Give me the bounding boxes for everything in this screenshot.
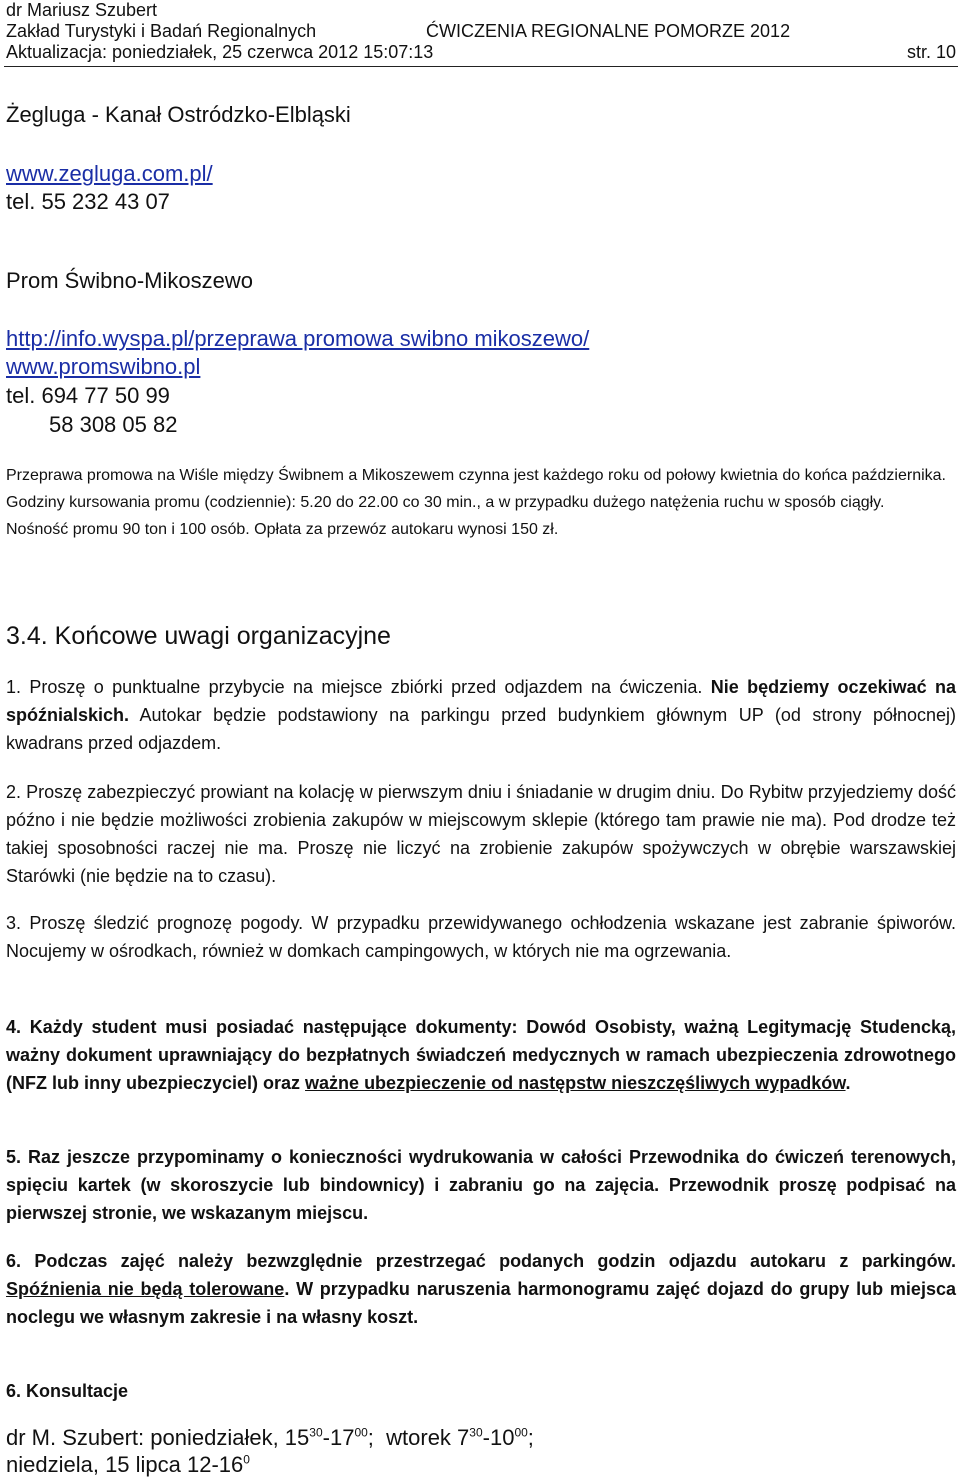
zegluga-tel: tel. 55 232 43 07 <box>6 189 170 214</box>
note-1-text: 1. Proszę o punktualne przybycie na miejsce zbiórki przed odjazdem na ćwiczenia. <box>6 677 711 697</box>
zegluga-title: Żegluga - Kanał Ostródzko-Elbląski <box>6 102 351 127</box>
prom-tel-2: 58 308 05 82 <box>49 412 178 437</box>
note-6-text: 6. Podczas zajęć należy bezwzględnie przestrzegać podanych godzin odjazdu autokaru z parkingów. <box>6 1251 956 1271</box>
consult-text-f: niedziela, 15 lipca 12-16 <box>6 1452 244 1477</box>
prom-title: Prom Świbno-Mikoszewo <box>6 268 253 293</box>
consult-sup-b: 00 <box>354 1425 368 1440</box>
consult-line-1 <box>6 1424 956 1452</box>
page-number: str. 10 <box>906 42 956 62</box>
note-1 <box>6 673 956 757</box>
consult-sup-e: 0 <box>243 1452 250 1467</box>
note-2: 2. Proszę zabezpieczyć prowiant na kolację w pierwszym dniu i śniadanie w drugim dniu. Do Rybitw przyjedziemy dość późno i nie będzie możliwości zrobienia zakupów w miejscowym sklepie (którego tam prawie nie ma). Pod drodze też takiej sposobności raczej nie ma. Proszę nie liczyć na zrobienie zakupów spożywczych w obrębie warszawskiej Starówki (nie będzie na to czasu). <box>6 782 956 886</box>
note-1-rest: Autokar będzie podstawiony na parkingu przed budynkiem głównym UP (od strony północnej) kwadrans przed odjazdem. <box>6 705 956 753</box>
consult-sup-d: 00 <box>514 1425 528 1440</box>
note-1-bold: Nie będziemy oczekiwać na spóźnialskich. <box>6 677 956 725</box>
note-4-text: 4. Każdy student musi posiadać następujące dokumenty: Dowód Osobisty, ważną Legitymację Studencką, ważny dokument uprawniający do bezpłatnych świadczeń medycznych w ramach ubezpieczenia zdrowotnego (NFZ lub inny ubezpieczyciel) oraz <box>6 1017 956 1093</box>
consult-heading <box>6 1377 956 1405</box>
note-4-end: . <box>845 1073 851 1093</box>
zegluga-link[interactable]: www.zegluga.com.pl/ <box>6 161 213 186</box>
section-heading: 3.4. Końcowe uwagi organizacyjne <box>6 622 391 650</box>
consult-sup-c: 30 <box>469 1425 483 1440</box>
consult-text-d: -10 <box>482 1425 515 1450</box>
consult-sup-a: 30 <box>309 1425 323 1440</box>
header-author: dr Mariusz Szubert <box>6 0 158 20</box>
prom-link-www[interactable]: www.promswibno.pl <box>6 354 201 379</box>
note-5-text: 5. Raz jeszcze przypominamy o konieczności wydrukowania w całości Przewodnika do ćwiczeń terenowych, spięciu kartek (w skoroszycie lub bindownicy) i zabraniu go na zajęcia. Przewodnik proszę podpisać na pierwszej stronie, we wskazanym miejscu. <box>6 1147 956 1223</box>
header-divider <box>4 66 958 67</box>
note-6-underlined: Spóźnienia nie będą tolerowane <box>6 1279 285 1299</box>
prom-tel-1: tel. 694 77 50 99 <box>6 383 170 408</box>
note-3: 3. Proszę śledzić prognozę pogody. W przypadku przewidywanego ochłodzenia wskazane jest zabranie śpiworów. Nocujemy w ośrodkach, również w domkach campingowych, w których nie ma ogrzewania. <box>6 913 956 961</box>
consult-text-b: -17 <box>322 1425 355 1450</box>
note-6 <box>6 1247 956 1331</box>
note-6-rest: . W przypadku naruszenia harmonogramu zajęć dojazd do grupy lub miejsca noclegu we własnym zakresie i na własny koszt. <box>6 1279 956 1327</box>
header-course: ĆWICZENIA REGIONALNE POMORZE 2012 <box>426 21 791 41</box>
note-4 <box>6 1013 956 1097</box>
note-5 <box>6 1143 956 1227</box>
prom-description: Przeprawa promowa na Wiśle między Świbnem a Mikoszewem czynna jest każdego roku od połowy kwietnia do końca października. Godziny kursowania promu (codziennie): 5.20 do 22.00 co 30 min., a w przypadku dużego natężenia ruchu w sposób ciągły. Nośność promu 90 ton i 100 osób. Opłata za przewóz autokaru wynosi 150 zł. <box>6 467 946 538</box>
consult-title: 6. Konsultacje <box>6 1381 129 1401</box>
header-department: Zakład Turystyki i Badań Regionalnych <box>6 21 317 41</box>
note-4-underlined: ważne ubezpieczenie od następstw nieszczęśliwych wypadków <box>305 1073 846 1093</box>
consult-line-2 <box>6 1451 956 1479</box>
page-header <box>6 0 956 63</box>
prom-link-info[interactable]: http://info.wyspa.pl/przeprawa promowa swibno mikoszewo/ <box>6 326 590 351</box>
consult-text-e: ; <box>527 1425 534 1450</box>
consult-text-c: ; wtorek 7 <box>367 1425 470 1450</box>
header-updated: Aktualizacja: poniedziałek, 25 czerwca 2012 15:07:13 <box>6 42 434 62</box>
consult-text-a: dr M. Szubert: poniedziałek, 15 <box>6 1425 310 1450</box>
